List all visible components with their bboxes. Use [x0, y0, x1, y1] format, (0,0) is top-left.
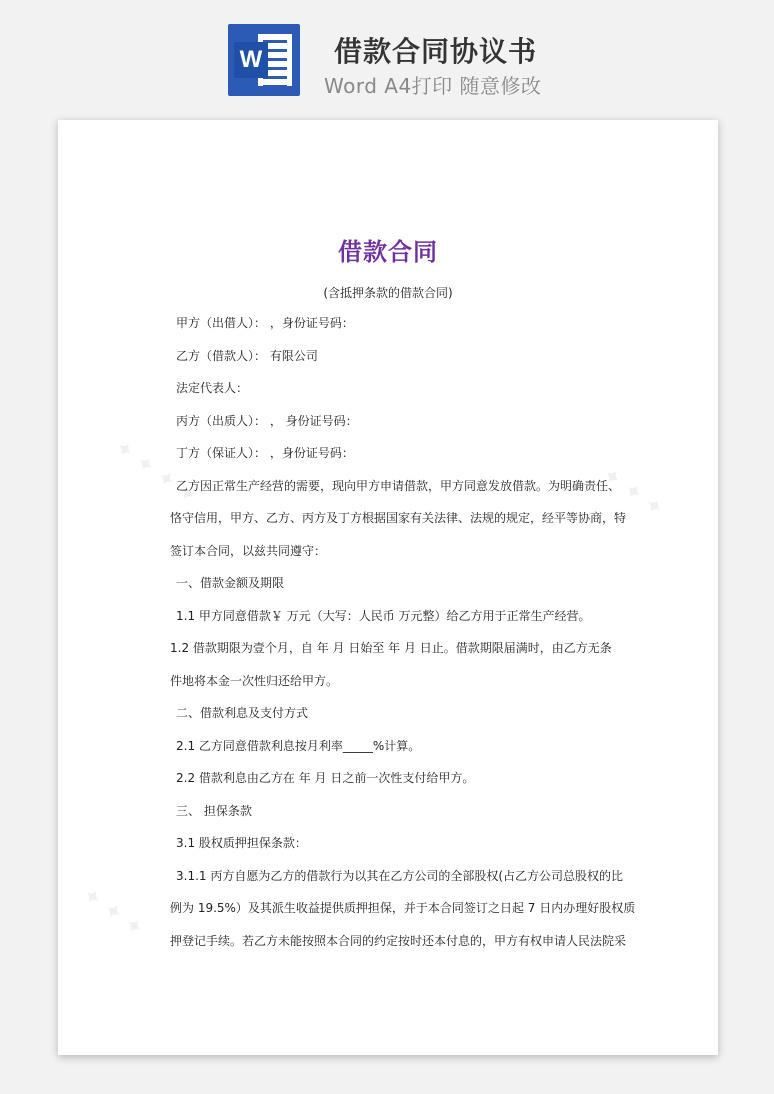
party-a-line: 甲方（出借人）： ，身份证号码： [176, 316, 354, 330]
word-document-icon [228, 24, 300, 96]
section-heading: 二、借款利息及支付方式 [176, 706, 309, 720]
clause-line: 2.1 乙方同意借款利息按月利率_____%计算。 [176, 738, 421, 753]
document-body [170, 307, 636, 957]
party-c-line: 丙方（出质人）： ， 身份证号码： [176, 413, 358, 428]
clause-line: 3.1 股权质押担保条款： [176, 836, 307, 850]
watermark: ✦ ✦ ✦ [597, 462, 669, 523]
clause-line: 例为 19.5%）及其派生收益提供质押担保，并于本合同签订之日起 7 日内办理好股权质 [170, 901, 636, 915]
clause-line: 押登记手续。若乙方未能按照本合同的约定按时还本付息的，甲方有权申请人民法院采 [170, 933, 627, 948]
clause-line: 2.2 借款利息由乙方在 年 月 日之前一次性支付给甲方。 [176, 771, 475, 785]
paragraph-line: 乙方因正常生产经营的需要，现向甲方申请借款，甲方同意发放借款。为明确责任、 [176, 478, 621, 493]
word-icon-letter: W [234, 42, 268, 78]
legal-rep-line: 法定代表人： [176, 381, 249, 395]
header-title: 借款合同协议书 [334, 35, 538, 68]
section-heading: 三、 担保条款 [176, 803, 252, 818]
document-subtitle: (含抵押条款的借款合同) [323, 286, 453, 300]
document-page [58, 120, 718, 1055]
section-heading: 一、借款金额及期限 [176, 576, 285, 590]
clause-line: 1.2 借款期限为壹个月，自 年 月 日始至 年 月 日止。借款期限届满时，由乙方无条 [170, 641, 612, 655]
clause-line: 1.1 甲方同意借款￥ 万元（大写：人民币 万元整）给乙方用于正常生产经营。 [176, 608, 591, 623]
header-subtitle: Word A4打印 随意修改 [324, 74, 542, 98]
clause-line: 件地将本金一次性归还给甲方。 [170, 673, 339, 688]
paragraph-line: 签订本合同，以兹共同遵守： [170, 543, 327, 558]
party-d-line: 丁方（保证人）： ，身份证号码： [176, 446, 354, 460]
paragraph-line: 恪守信用，甲方、乙方、丙方及丁方根据国家有关法律、法规的规定，经平等协商，特 [170, 511, 627, 525]
watermark: ✦ ✦ ✦ [77, 882, 149, 943]
document-title: 借款合同 [338, 238, 438, 266]
party-b-line: 乙方（借款人）： 有限公司 [176, 348, 318, 363]
watermark: ✦ ✦ ✦ ✦ [109, 435, 202, 510]
page-header [0, 0, 774, 110]
clause-line: 3.1.1 丙方自愿为乙方的借款行为以其在乙方公司的全部股权(占乙方公司总股权的比 [176, 868, 624, 883]
